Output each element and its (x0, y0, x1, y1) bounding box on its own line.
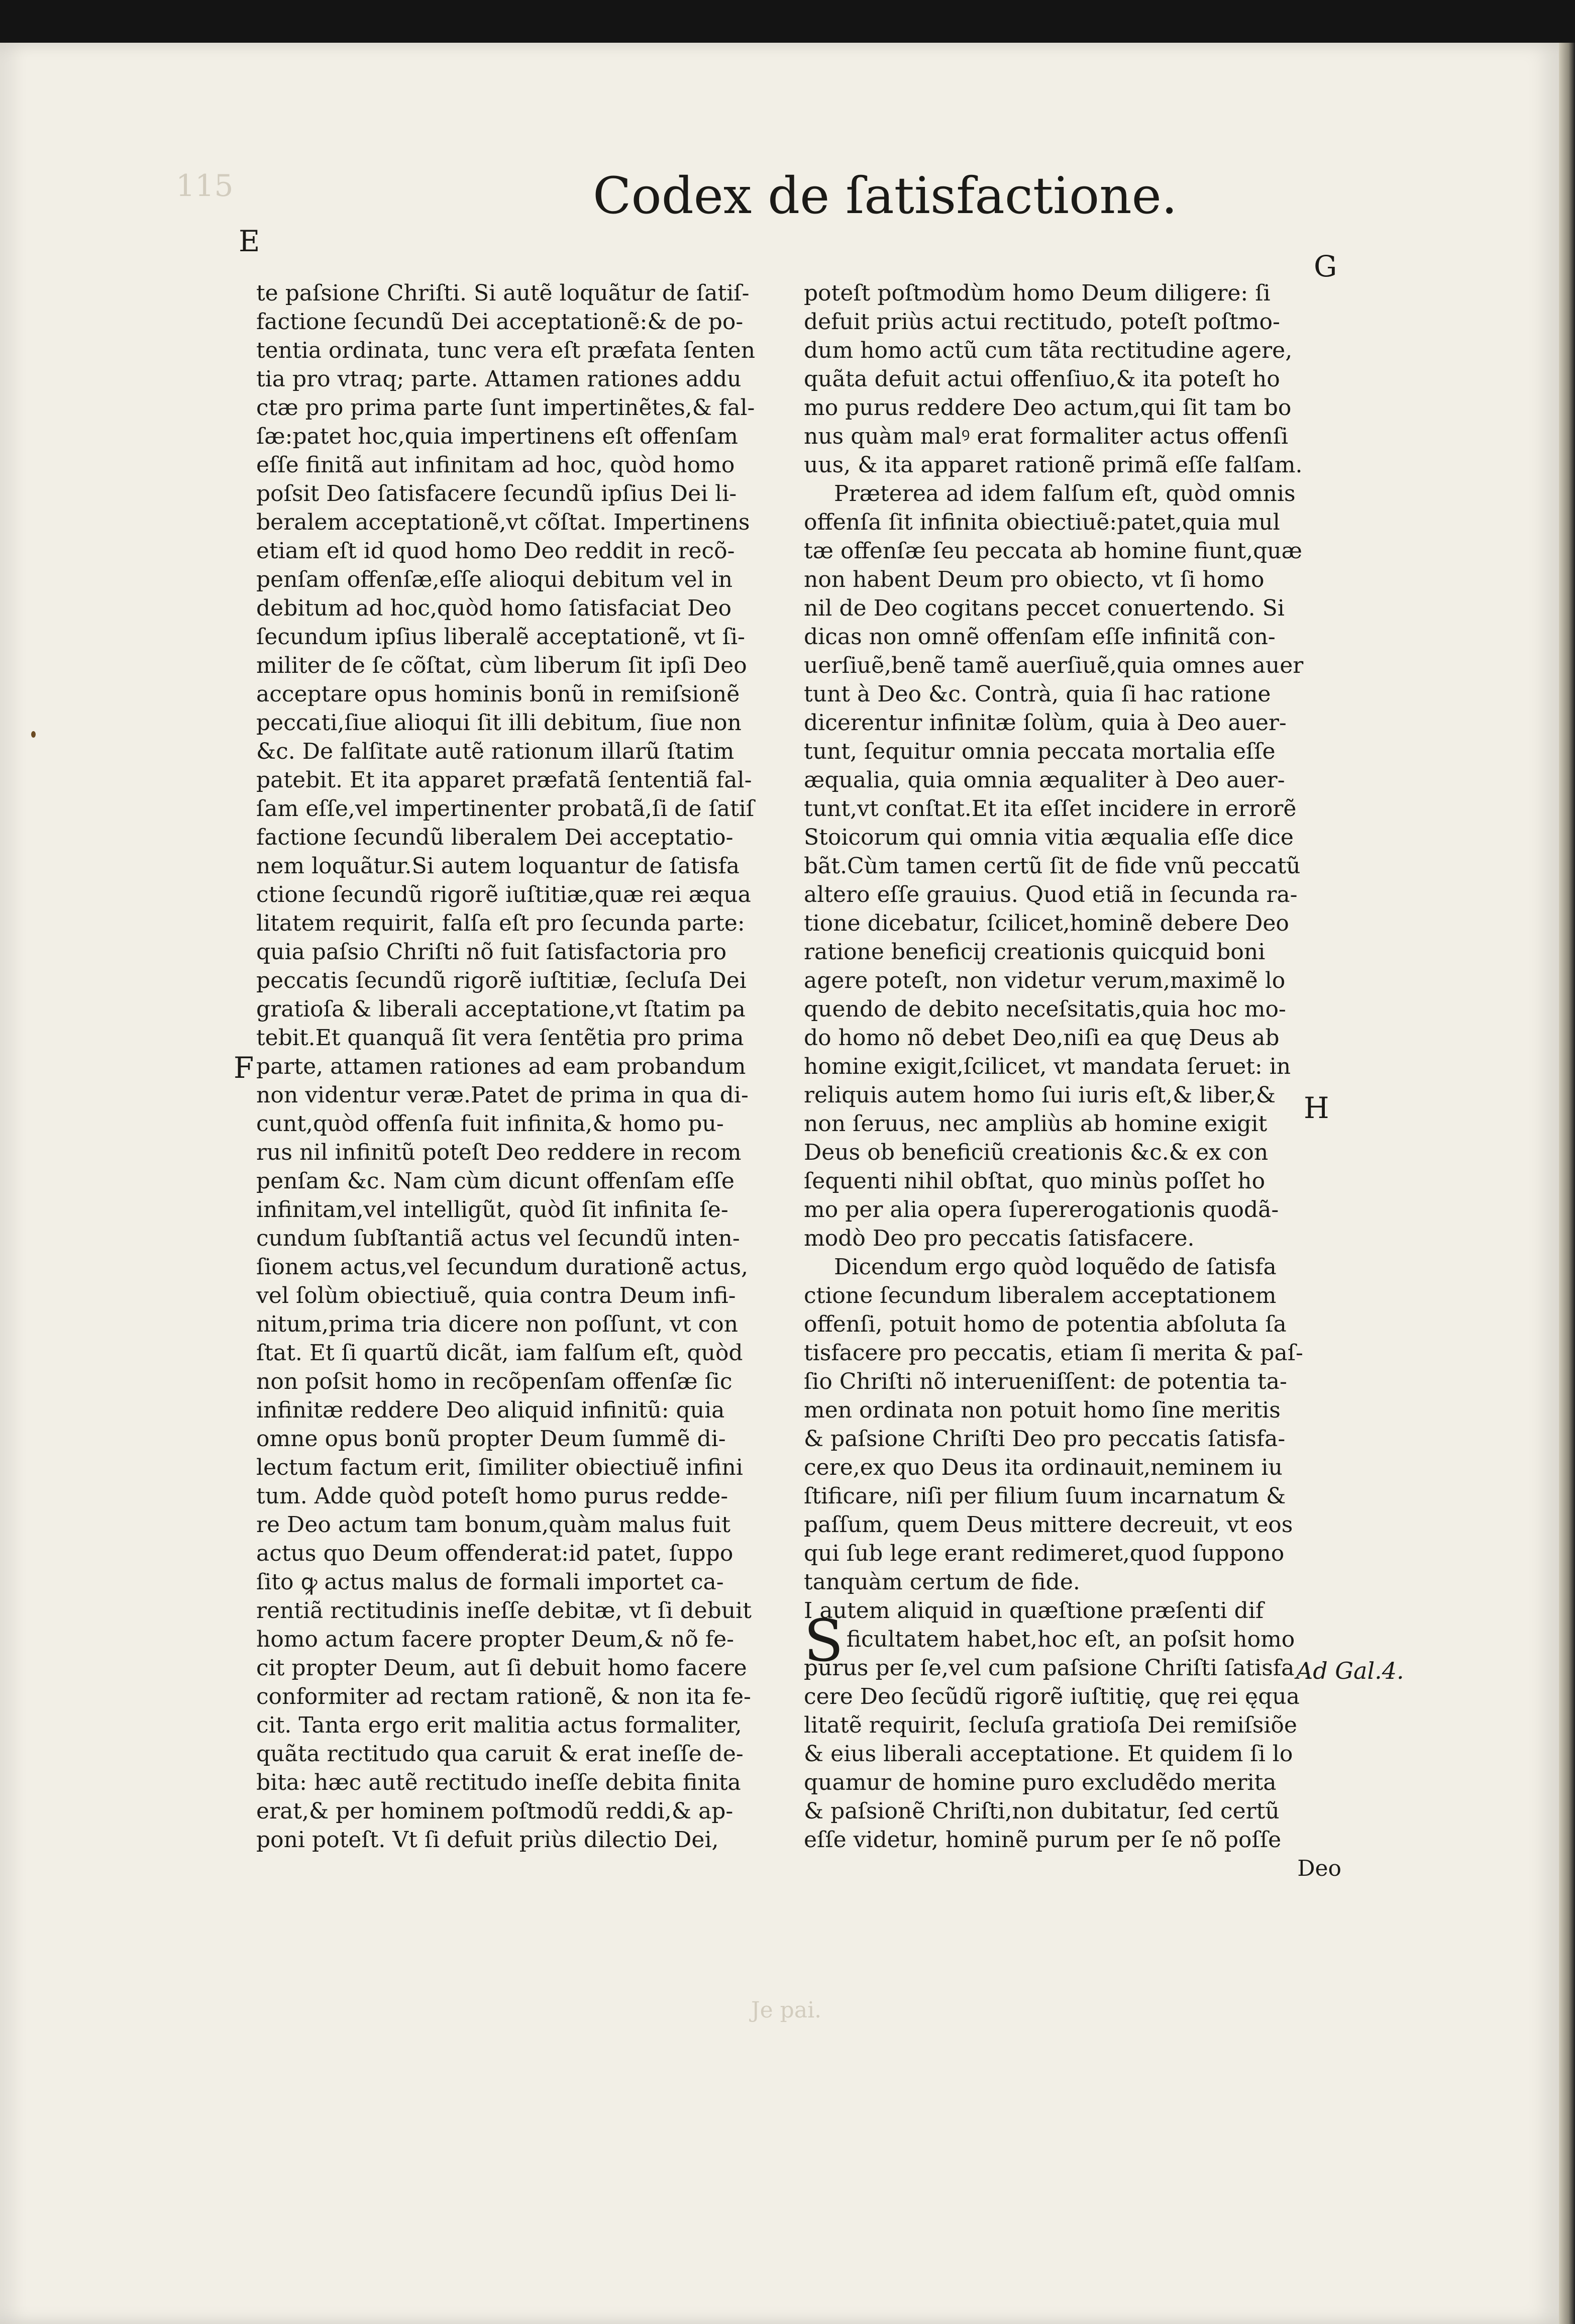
text-line: cit propter Deum, aut ſi debuit homo facere (256, 1655, 747, 1681)
text-line: ſio Chriſti nõ interueniſſent: de potentia ta- (804, 1369, 1287, 1394)
text-line: gratioſa & liberali acceptatione,vt ſtatim pa (256, 996, 746, 1022)
text-line: agere poteſt, non videtur verum,maximẽ lo (804, 968, 1286, 993)
text-line: peccatis ſecundũ rigorẽ iuſtitiæ, ſecluſa Dei (256, 968, 747, 993)
text-line: nitum,prima tria dicere non poſſunt, vt con (256, 1311, 739, 1337)
text-line: dicas non omnẽ offenſam eſſe infinitã con- (804, 624, 1276, 650)
text-line: vel ſolùm obiectiuẽ, quia contra Deum infi- (256, 1283, 736, 1308)
text-line: litatẽ requirit, ſecluſa gratioſa Dei remiſsiõe (804, 1712, 1297, 1738)
text-line: &c. De falſitate autẽ rationum illarũ ſtatim (256, 739, 734, 764)
text-line: nem loquãtur.Si autem loquantur de ſatisfa (256, 853, 740, 879)
left-column (256, 279, 794, 1854)
text-line: debitum ad hoc,quòd homo ſatisfaciat Deo (256, 595, 731, 621)
text-line: ſequenti nihil obſtat, quo minùs poſſet ho (804, 1168, 1266, 1194)
text-line: penſam offenſæ,eſſe alioqui debitum vel in (256, 567, 733, 592)
text-line: purus per ſe,vel cum paſsione Chriſti ſatisfa (804, 1655, 1295, 1681)
text-line: dicerentur infinitæ ſolùm, quia à Deo auer- (804, 710, 1287, 736)
text-line-content: ficultatem habet,hoc eſt, an poſsit homo (846, 1627, 1295, 1652)
text-line: factione ſecundũ Dei acceptationẽ:& de po- (256, 309, 744, 335)
text-line: ctæ pro prima parte ſunt impertinẽtes,& fal- (256, 395, 755, 421)
text-line: ſionem actus,vel ſecundum durationẽ actus, (256, 1254, 749, 1280)
text-line: tunt,vt conſtat.Et ita eſſet incidere in errorẽ (804, 796, 1297, 822)
text-line: nil de Deo cogitans peccet conuertendo. Si (804, 595, 1285, 621)
text-line: uus, & ita apparet rationẽ primã eſſe falſam. (804, 452, 1303, 478)
margin-letter-e: E (239, 224, 260, 258)
text-line: cundum ſubſtantiã actus vel ſecundũ inten- (256, 1226, 740, 1251)
text-line: dum homo actũ cum tãta rectitudine agere, (804, 338, 1293, 363)
text-line: mo purus reddere Deo actum,qui ſit tam bo (804, 395, 1292, 421)
text-line: acceptare opus hominis bonũ in remiſsionẽ (256, 681, 740, 707)
text-line: cit. Tanta ergo erit malitia actus formaliter, (256, 1712, 742, 1738)
text-line: Dicendum ergo quòd loquẽdo de ſatisfa (834, 1254, 1277, 1280)
text-line: Deo (1297, 1856, 1341, 1881)
text-line: offenſi, potuit homo de potentia abſoluta ſa (804, 1311, 1287, 1337)
text-line: bãt.Cùm tamen certũ ſit de fide vnũ peccatũ (804, 853, 1301, 879)
text-line: poſsit Deo ſatisfacere ſecundũ ipſius Dei li- (256, 481, 737, 507)
text-line: ſito ꝙ actus malus de formali importet ca- (256, 1569, 724, 1595)
text-line: infinitæ reddere Deo aliquid infinitũ: quia (256, 1397, 725, 1423)
text-line: patebit. Et ita apparet præfatã ſententiã fal- (256, 767, 752, 793)
text-line: tia pro vtraq; parte. Attamen rationes addu (256, 366, 742, 392)
text-line: non videntur veræ.Patet de prima in qua di- (256, 1082, 749, 1108)
text-line: uerſiuẽ,benẽ tamẽ auerſiuẽ,quia omnes auer (804, 653, 1304, 678)
text-line: quia paſsio Chriſti nõ fuit ſatisfactoria pro (256, 939, 727, 965)
text-line: rus nil infinitũ poteſt Deo reddere in recom (256, 1140, 742, 1165)
text-line: rentiã rectitudinis ineſſe debitæ, vt ſi debuit (256, 1598, 752, 1624)
text-line: re Deo actum tam bonum,quàm malus fuit (256, 1512, 730, 1538)
paper-speck (31, 731, 36, 738)
text-line: non poſsit homo in recõpenſam offenſæ ſic (256, 1369, 732, 1394)
text-line: poni poteſt. Vt ſi defuit priùs dilectio Dei, (256, 1827, 719, 1853)
text-line: altero eſſe grauius. Quod etiã in ſecunda ra- (804, 882, 1298, 907)
text-line: tione dicebatur, ſcilicet,hominẽ debere Deo (804, 911, 1289, 936)
margin-letter-f: F (234, 1051, 254, 1085)
text-line: omne opus bonũ propter Deum ſummẽ di- (256, 1426, 726, 1452)
text-line: & eius liberali acceptatione. Et quidem ſi lo (804, 1741, 1293, 1767)
page-edge-shadow (1559, 43, 1575, 2324)
text-line: homine exigit,ſcilicet, vt mandata ſeruet: in (804, 1054, 1291, 1079)
text-line: ſam eſſe,vel impertinenter probatã,ſi de ſatiſ (256, 796, 755, 822)
text-line: Deus ob beneficiũ creationis &c.& ex con (804, 1140, 1269, 1165)
text-line: infinitam,vel intelligũt, quòd ſit infinita ſe- (256, 1197, 728, 1223)
text-line: modò Deo pro peccatis ſatisfacere. (804, 1226, 1195, 1251)
text-line: quamur de homine puro excludẽdo merita (804, 1770, 1277, 1795)
text-line: tebit.Et quanquã ſit vera ſentẽtia pro prima (256, 1025, 744, 1051)
margin-letter-g: G (1314, 249, 1337, 283)
text-line: ſtat. Et ſi quartũ dicãt, iam falſum eſt, quòd (256, 1340, 743, 1366)
text-line: eſſe videtur, hominẽ purum per ſe nõ poſſe (804, 1827, 1282, 1853)
text-line: Præterea ad idem falſum eſt, quòd omnis (834, 481, 1296, 507)
text-line: beralem acceptationẽ,vt cõſtat. Impertinens (256, 510, 750, 535)
margin-note-scripture-reference: Ad Gal.4. (1296, 1657, 1404, 1684)
text-line: ſæ:patet hoc,quia impertinens eſt offenſam (256, 424, 738, 449)
text-line: factione ſecundũ liberalem Dei acceptatio- (256, 825, 733, 850)
text-line: æqualia, quia omnia æqualiter à Deo auer- (804, 767, 1285, 793)
text-line: cunt,quòd offenſa fuit infinita,& homo pu- (256, 1111, 724, 1137)
text-line: & paſsionẽ Chriſti,non dubitatur, ſed certũ (804, 1798, 1280, 1824)
text-line: penſam &c. Nam cùm dicunt offenſam eſſe (256, 1168, 734, 1194)
book-page (0, 43, 1559, 2324)
text-line: peccati,ſiue alioqui ſit illi debitum, ſiue non (256, 710, 742, 736)
text-line: offenſa ſit infinita obiectiuẽ:patet,quia mul (804, 510, 1280, 535)
text-line: erat,& per hominem poſtmodũ reddi,& ap- (256, 1798, 733, 1824)
text-line: tisfacere pro peccatis, etiam ſi merita & paſ- (804, 1340, 1303, 1366)
text-line: I autem aliquid in quæſtione præſenti dif (804, 1598, 1264, 1624)
text-line: conformiter ad rectam rationẽ, & non ita fe- (256, 1684, 751, 1709)
text-line: non ſeruus, nec ampliùs ab homine exigit (804, 1111, 1268, 1137)
text-line: lectum factum erit, ſimiliter obiectiuẽ infini (256, 1455, 743, 1480)
text-line: tunt, ſequitur omnia peccata mortalia eſſe (804, 739, 1276, 764)
text-line: te paſsione Chriſti. Si autẽ loquãtur de ſatiſ- (256, 280, 750, 306)
text-line: ſtificare, niſi per filium ſuum incarnatum & (804, 1483, 1286, 1509)
text-line: defuit priùs actui rectitudo, poteſt poſtmo- (804, 309, 1280, 335)
bleed-through-page-number: 115 (176, 168, 234, 204)
text-line: do homo nõ debet Deo,niſi ea quę Deus ab (804, 1025, 1280, 1051)
text-line: cere,ex quo Deus ita ordinauit,neminem iu (804, 1455, 1283, 1480)
text-line: ratione beneficij creationis quicquid boni (804, 939, 1266, 965)
text-line: Stoicorum qui omnia vitia æqualia eſſe dice (804, 825, 1294, 850)
text-line: nus quàm malꝰ erat formaliter actus offenſi (804, 424, 1289, 449)
text-line: eſſe finitã aut infinitam ad hoc, quòd homo (256, 452, 735, 478)
text-line: poteſt poſtmodùm homo Deum diligere: ſi (804, 280, 1271, 306)
text-line: mo per alia opera ſupererogationis quodã- (804, 1197, 1279, 1223)
text-line: tentia ordinata, tunc vera eſt præfata ſenten (256, 338, 756, 363)
text-line: militer de ſe cõſtat, cùm liberum ſit ipſi Deo (256, 653, 747, 678)
text-line: quãta defuit actui offenſiuo,& ita poteſt ho (804, 366, 1280, 392)
margin-letter-h: H (1304, 1091, 1329, 1125)
text-line: tunt à Deo &c. Contrà, quia ſi hac ratione (804, 681, 1271, 707)
bleed-through-text: Je pai. (751, 1997, 822, 2023)
text-line: quãta rectitudo qua caruit & erat ineſſe de- (256, 1741, 744, 1767)
text-line: & paſsione Chriſti Deo pro peccatis ſatisfa- (804, 1426, 1286, 1452)
drop-cap: S (804, 1607, 844, 1675)
running-title: Codex de ſatisfactione. (593, 166, 1178, 225)
text-line: men ordinata non potuit homo ſine meritis (804, 1397, 1281, 1423)
text-line: reliquis autem homo ſui iuris eſt,& liber,& (804, 1082, 1276, 1108)
text-line: actus quo Deum offenderat:id patet, ſuppo (256, 1541, 733, 1566)
text-line: tanquàm certum de fide. (804, 1569, 1080, 1595)
text-line: cere Deo ſecũdũ rigorẽ iuſtitię, quę rei ęqua (804, 1684, 1300, 1709)
text-line: qui ſub lege erant redimeret,quod ſuppono (804, 1541, 1285, 1566)
text-line: non habent Deum pro obiecto, vt ſi homo (804, 567, 1265, 592)
text-line: tum. Adde quòd poteſt homo purus redde- (256, 1483, 728, 1509)
text-line: tæ offenſæ ſeu peccata ab homine fiunt,quæ (804, 538, 1302, 564)
text-line: ctione ſecundũ rigorẽ iuſtitiæ,quæ rei æqua (256, 882, 751, 907)
right-column (804, 279, 1341, 1883)
text-line: ſecundum ipſius liberalẽ acceptationẽ, vt ſi- (256, 624, 746, 650)
text-line: ctione ſecundum liberalem acceptationem (804, 1283, 1277, 1308)
text-line: paſſum, quem Deus mittere decreuit, vt eos (804, 1512, 1293, 1538)
text-line: etiam eſt id quod homo Deo reddit in recõ- (256, 538, 735, 564)
text-line: parte, attamen rationes ad eam probandum (256, 1054, 746, 1079)
text-line: bita: hæc autẽ rectitudo ineſſe debita finita (256, 1770, 741, 1795)
text-line: homo actum facere propter Deum,& nõ fe- (256, 1627, 734, 1652)
text-line: quendo de debito neceſsitatis,quia hoc mo- (804, 996, 1286, 1022)
text-line: litatem requirit, falſa eſt pro ſecunda parte: (256, 911, 745, 936)
